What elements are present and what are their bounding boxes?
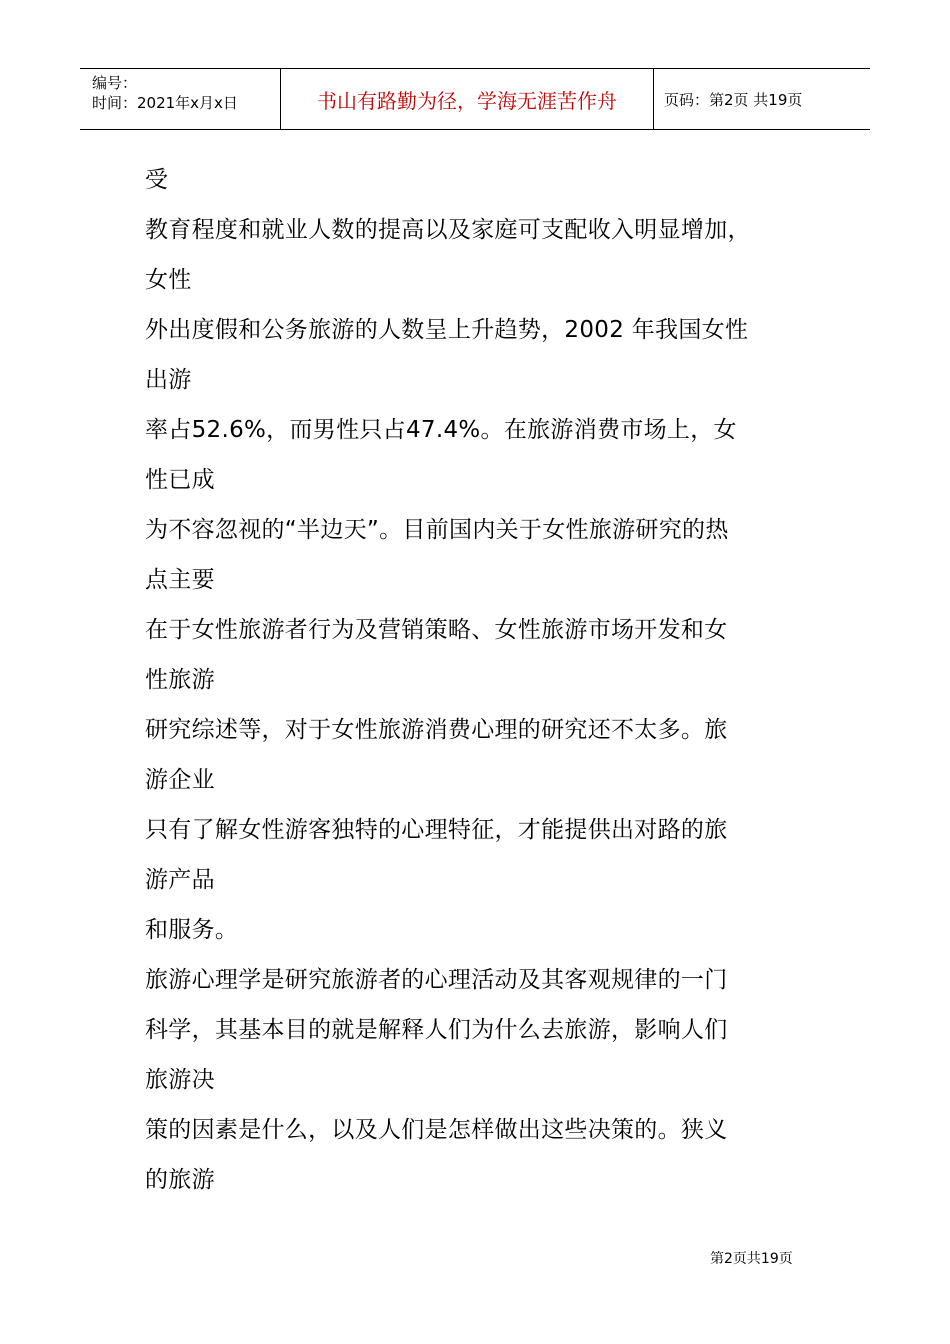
footer-page-info: 第2页共19页 [710,1251,793,1267]
text-line: 外出度假和公务旅游的人数呈上升趋势，2002 年我国女性 [145,317,749,343]
text-line: 只有了解女性游客独特的心理特征，才能提供出对路的旅 [145,817,728,843]
text-line: 策的因素是什么，以及人们是怎样做出这些决策的。狭义 [145,1117,728,1143]
document-body [145,158,825,1208]
text-line: 游产品 [145,867,215,893]
text-line: 女性 [145,267,192,293]
number-label: 编号： [92,74,138,92]
header-page-cell [654,69,870,129]
text-line: 出游 [145,367,192,393]
text-line: 为不容忽视的“半边天”。目前国内关于女性旅游研究的热 [145,517,729,543]
text-line: 研究综述等，对于女性旅游消费心理的研究还不太多。旅 [145,717,728,743]
text-line: 在于女性旅游者行为及营销策略、女性旅游市场开发和女 [145,617,728,643]
text-line: 受 [145,167,169,193]
text-line: 点主要 [145,567,215,593]
header-page-info: 页码：第2页 共19页 [664,90,803,109]
text-line: 性旅游 [145,667,215,693]
header-motto-cell [281,69,654,129]
page-header [80,68,870,130]
page-footer [710,1248,793,1268]
text-line: 率占52.6%，而男性只占47.4%。在旅游消费市场上，女 [145,417,737,443]
text-line: 旅游心理学是研究旅游者的心理活动及其客观规律的一门 [145,967,728,993]
text-line: 科学，其基本目的就是解释人们为什么去旅游，影响人们 [145,1017,728,1043]
text-line: 性已成 [145,467,215,493]
time-label: 时间：2021年x月x日 [92,94,238,112]
header-meta-cell [80,69,281,129]
text-line: 的旅游 [145,1167,215,1193]
text-line: 和服务。 [145,917,239,943]
motto-text: 书山有路勤为径，学海无涯苦作舟 [317,88,617,113]
text-line: 旅游决 [145,1067,215,1093]
text-line: 教育程度和就业人数的提高以及家庭可支配收入明显增加， [145,217,751,243]
text-line: 游企业 [145,767,215,793]
